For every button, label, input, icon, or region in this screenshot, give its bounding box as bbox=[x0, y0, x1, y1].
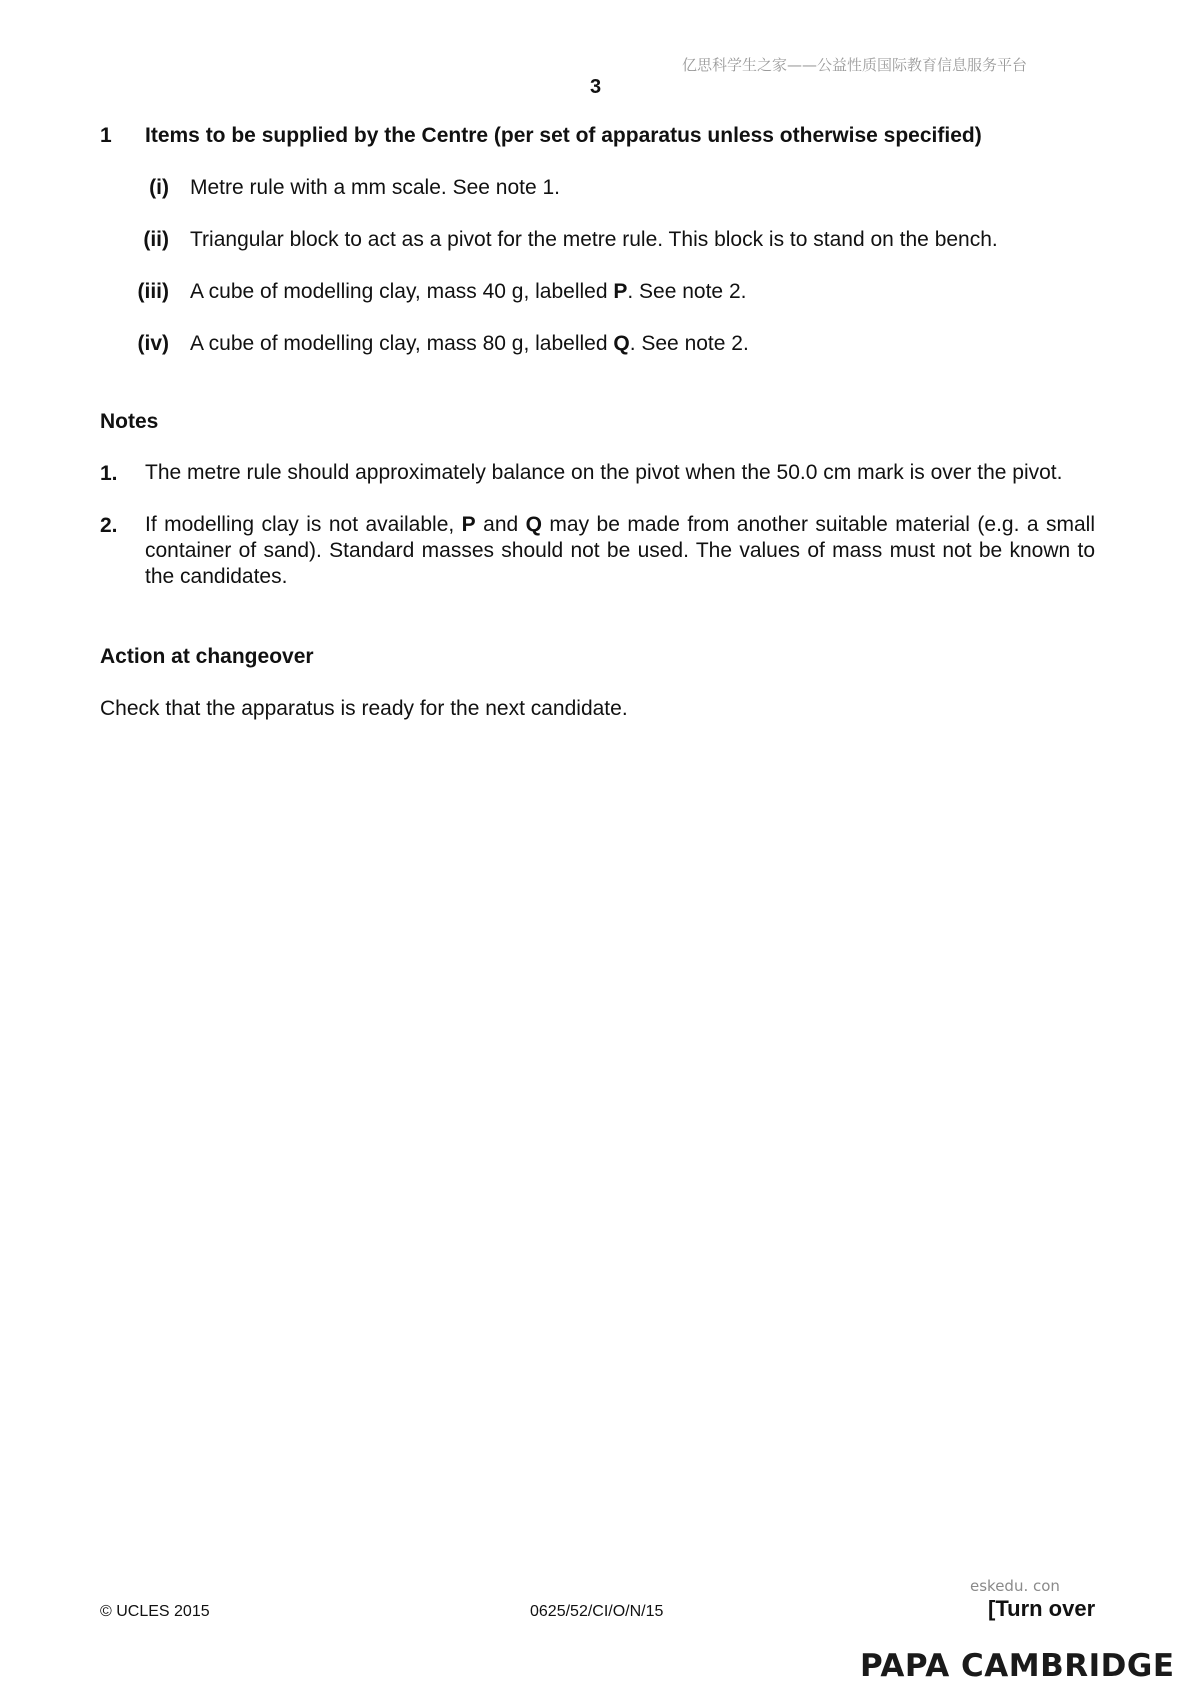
footer-watermark: eskedu. con bbox=[970, 1577, 1060, 1595]
item-text bbox=[190, 280, 746, 304]
item-text-part: . See note 2. bbox=[627, 280, 747, 303]
note-number: 2. bbox=[100, 514, 118, 537]
item-text-part: . See note 2. bbox=[629, 332, 749, 355]
item-label: (ii) bbox=[143, 228, 169, 251]
item-text: Metre rule with a mm scale. See note 1. bbox=[190, 176, 560, 199]
changeover-text: Check that the apparatus is ready for the next candidate. bbox=[100, 697, 628, 720]
brand-logo: PAPA CAMBRIDGE bbox=[860, 1648, 1175, 1684]
note-text-part: may be made from another suitable material (e.g. a small container of sand). Standard masses should not be used. The values of mass must not be known to the candidates. bbox=[145, 513, 1095, 588]
watermark-top: 亿思科学生之家——公益性质国际教育信息服务平台 bbox=[682, 56, 1028, 74]
item-label: (iv) bbox=[137, 332, 169, 355]
note-text: The metre rule should approximately balance on the pivot when the 50.0 cm mark is over the pivot. bbox=[145, 461, 1063, 484]
item-label-q: Q bbox=[613, 332, 630, 355]
note-text bbox=[145, 512, 1095, 590]
list-item bbox=[0, 332, 1191, 362]
item-text: Triangular block to act as a pivot for the metre rule. This block is to stand on the bench. bbox=[190, 228, 998, 251]
footer-copyright: © UCLES 2015 bbox=[100, 1603, 210, 1620]
note-text-part: If modelling clay is not available, bbox=[145, 513, 462, 536]
turn-over: [Turn over bbox=[988, 1596, 1096, 1621]
footer-code: 0625/52/CI/O/N/15 bbox=[530, 1603, 664, 1620]
item-label: (i) bbox=[149, 176, 169, 199]
question-heading: Items to be supplied by the Centre (per set of apparatus unless otherwise specified) bbox=[145, 124, 982, 147]
item-text-part: A cube of modelling clay, mass 40 g, labelled bbox=[190, 280, 614, 303]
item-label-p: P bbox=[613, 280, 628, 303]
item-text-part: A cube of modelling clay, mass 80 g, labelled bbox=[190, 332, 614, 355]
note-label-q: Q bbox=[525, 513, 542, 536]
notes-heading: Notes bbox=[100, 410, 159, 433]
changeover-heading: Action at changeover bbox=[100, 645, 314, 668]
page-number: 3 bbox=[589, 76, 602, 98]
list-item bbox=[0, 280, 1191, 310]
note-label-p: P bbox=[461, 513, 476, 536]
note-number: 1. bbox=[100, 462, 118, 485]
list-item bbox=[0, 176, 1191, 206]
item-label: (iii) bbox=[137, 280, 169, 303]
question-number: 1 bbox=[100, 124, 112, 147]
note-text-part: and bbox=[475, 513, 526, 536]
item-text bbox=[190, 332, 749, 356]
list-item bbox=[0, 228, 1191, 258]
